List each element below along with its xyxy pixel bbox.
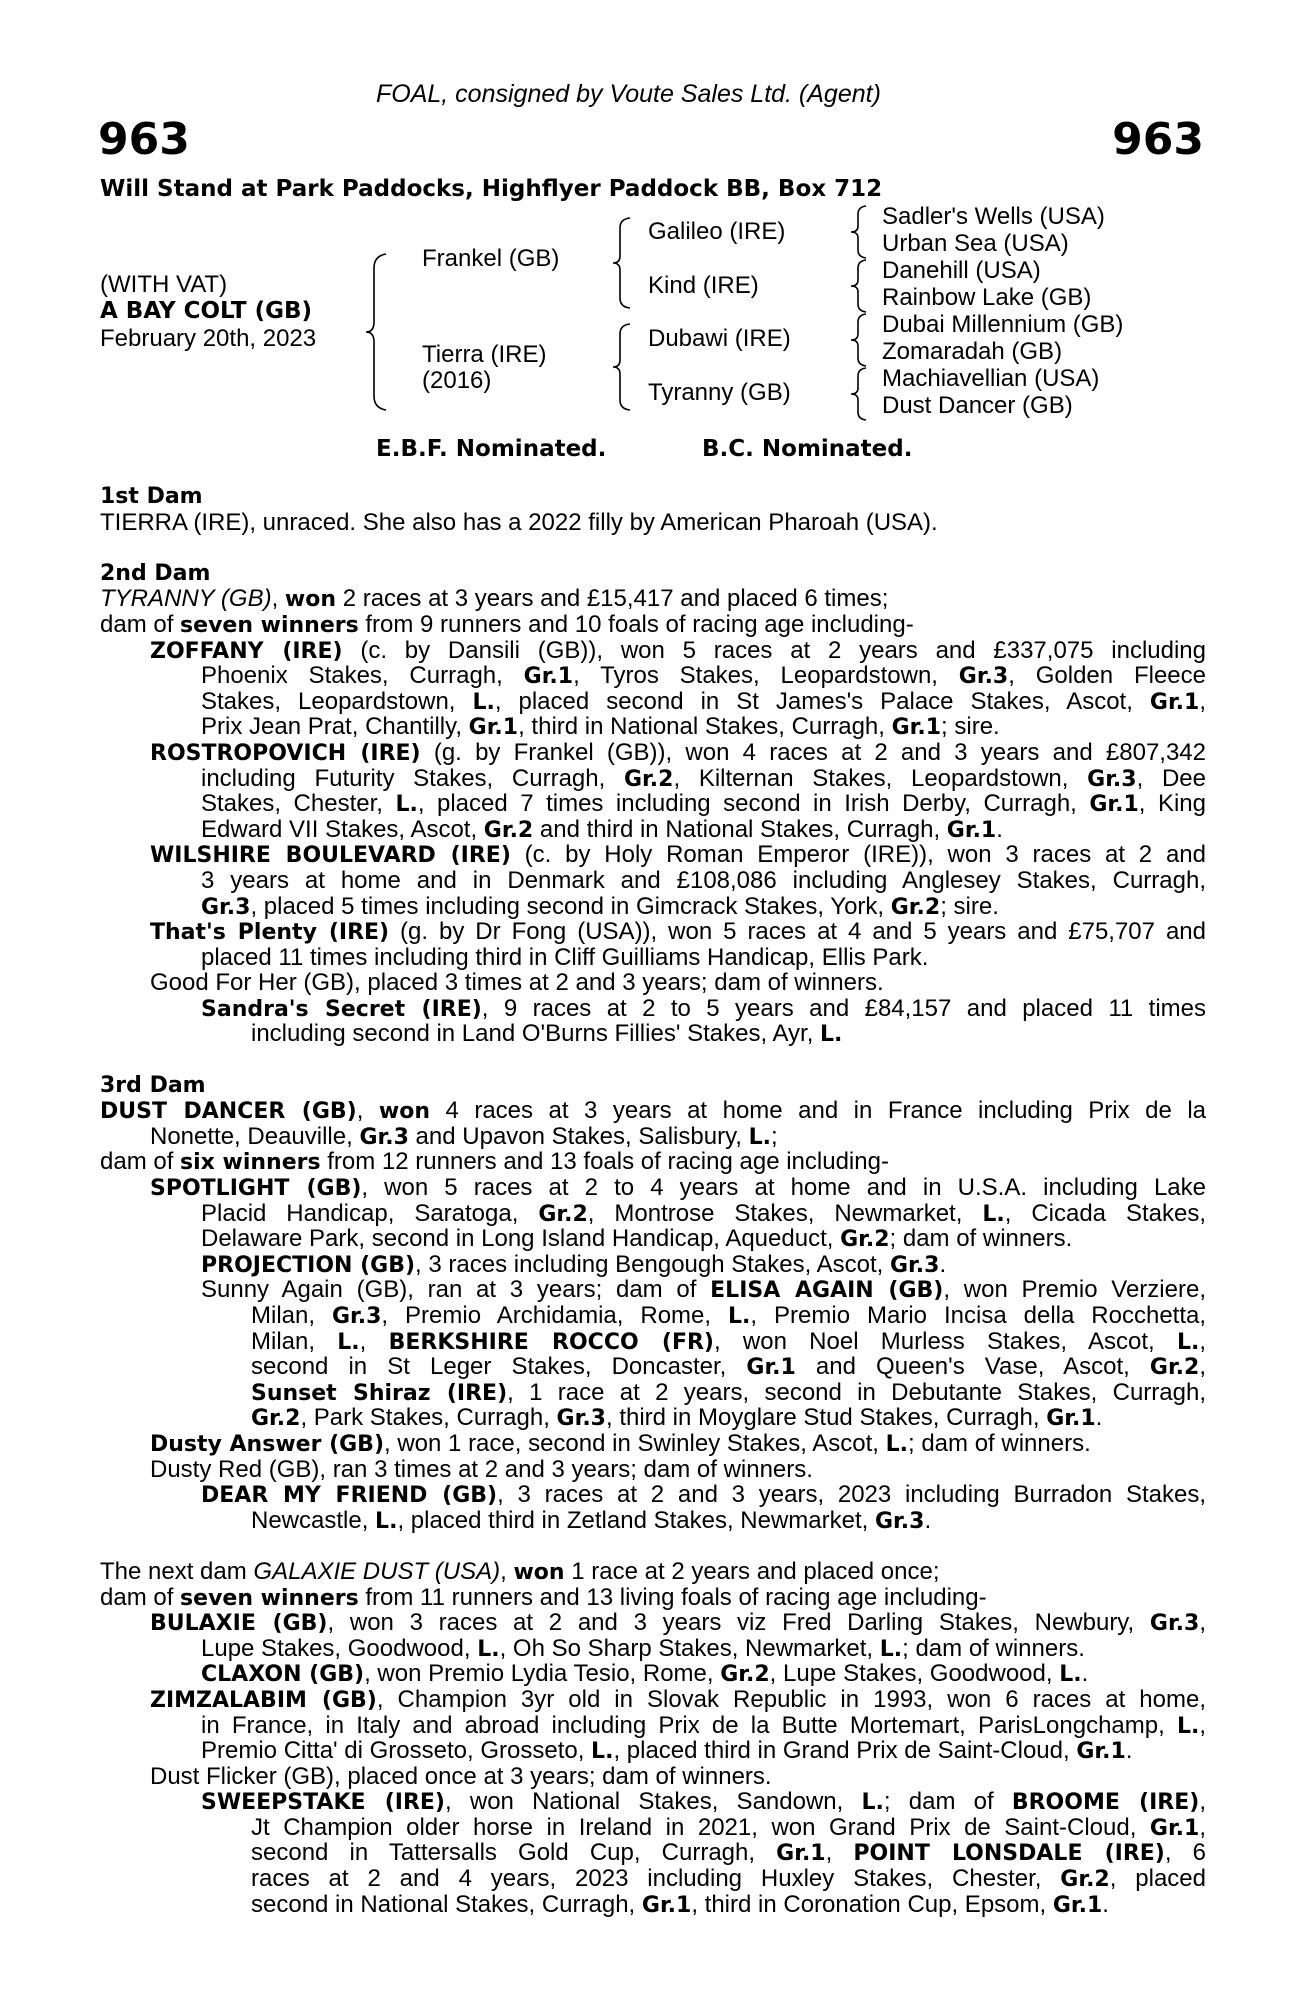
- pedigree-dam: Tierra (IRE): [422, 341, 547, 368]
- good-for-her-line: Good For Her (GB), placed 3 times at 2 and 3 years; dam of winners.: [150, 969, 884, 997]
- second-dam-heading: 2nd Dam: [100, 560, 211, 586]
- dusty-red-line: Dusty Red (GB), ran 3 times at 2 and 3 years; dam of winners.: [150, 1455, 813, 1483]
- sweepstake-line-1: SWEEPSTAKE (IRE), won National Stakes, Sandown, L.; dam of BROOME (IRE),: [201, 1789, 1206, 1815]
- pedigree-ggs-4: Rainbow Lake (GB): [882, 284, 1092, 311]
- pedigree-brace-ggs2: [848, 258, 870, 314]
- pedigree-ggs-7: Machiavellian (USA): [882, 365, 1100, 392]
- horse-dob: February 20th, 2023: [100, 325, 317, 352]
- pedigree-brace-main: [364, 252, 394, 412]
- bulaxie-line-1: BULAXIE (GB), won 3 races at 2 and 3 years viz Fred Darling Stakes, Newbury, Gr.3,: [150, 1610, 1206, 1636]
- sunny-again-line-5: Sunset Shiraz (IRE), 1 race at 2 years, second in Debutante Stakes, Curragh,: [251, 1379, 1206, 1406]
- pedigree-ggs-6: Zomaradah (GB): [882, 338, 1063, 365]
- pedigree-ggs-2: Urban Sea (USA): [882, 230, 1069, 257]
- third-dam-line-1: DUST DANCER (GB), won 4 races at 3 years at home and in France including Prix de la: [100, 1098, 1206, 1124]
- dust-flicker-line: Dust Flicker (GB), placed once at 3 years; dam of winners.: [150, 1762, 772, 1790]
- spotlight-line-3: Delaware Park, second in Long Island Handicap, Aqueduct, Gr.2; dam of winners.: [201, 1225, 1073, 1253]
- catalogue-body: [100, 484, 1206, 1917]
- third-dam-line-3: dam of six winners from 12 runners and 13 foals of racing age including-: [100, 1148, 889, 1176]
- lot-number-right: 963: [1112, 114, 1204, 165]
- third-dam-line-2: Nonette, Deauville, Gr.3 and Upavon Stakes, Salisbury, L.;: [150, 1122, 778, 1150]
- wilshire-line-1: WILSHIRE BOULEVARD (IRE) (c. by Holy Roman Emperor (IRE)), won 3 races at 2 and: [150, 842, 1206, 868]
- zimzalabim-line-1: ZIMZALABIM (GB), Champion 3yr old in Slovak Republic in 1993, won 6 races at home,: [150, 1686, 1206, 1713]
- pedigree-sire: Frankel (GB): [422, 245, 560, 272]
- wilshire-line-2: 3 years at home and in Denmark and £108,086 including Anglesey Stakes, Curragh,: [201, 867, 1206, 894]
- bulaxie-line-2: Lupe Stakes, Goodwood, L., Oh So Sharp Stakes, Newmarket, L.; dam of winners.: [201, 1634, 1085, 1662]
- wilshire-line-3: Gr.3, placed 5 times including second in Gimcrack Stakes, York, Gr.2; sire.: [201, 892, 999, 920]
- pedigree-grandsire-2: Dubawi (IRE): [648, 325, 791, 352]
- rostropovich-line-1: ROSTROPOVICH (IRE) (g. by Frankel (GB)), won 4 races at 2 and 3 years and £807,342: [150, 739, 1206, 766]
- spotlight-line-1: SPOTLIGHT (GB), won 5 races at 2 to 4 years at home and in U.S.A. including Lake: [150, 1175, 1206, 1201]
- pedigree-brace-ggs1: [848, 204, 870, 260]
- zimzalabim-line-2: in France, in Italy and abroad including Prix de la Butte Mortemart, ParisLongchamp, L.,: [201, 1712, 1206, 1739]
- first-dam-heading: 1st Dam: [100, 484, 203, 509]
- zoffany-line-3: Stakes, Leopardstown, L., placed second in St James's Palace Stakes, Ascot, Gr.1,: [201, 688, 1206, 715]
- bc-nomination: B.C. Nominated.: [702, 436, 913, 462]
- pedigree-brace-sire: [610, 216, 636, 310]
- sunny-again-line-2: Milan, Gr.3, Premio Archidamia, Rome, L., Premio Mario Incisa della Rocchetta,: [251, 1303, 1206, 1329]
- thats-plenty-line-2: placed 11 times including third in Cliff Guilliams Handicap, Ellis Park.: [201, 943, 929, 971]
- zoffany-line-1: ZOFFANY (IRE) (c. by Dansili (GB)), won 5 races at 2 years and £337,075 including: [150, 637, 1206, 664]
- second-dam-line-1: TYRANNY (GB), won 2 races at 3 years and £15,417 and placed 6 times;: [100, 585, 889, 613]
- dusty-answer-line: Dusty Answer (GB), won 1 race, second in Swinley Stakes, Ascot, L.; dam of winners.: [150, 1429, 1091, 1457]
- zoffany-line-2: Phoenix Stakes, Curragh, Gr.1, Tyros Stakes, Leopardstown, Gr.3, Golden Fleece: [201, 663, 1206, 689]
- stable-location: Will Stand at Park Paddocks, Highflyer Paddock BB, Box 712: [100, 176, 883, 202]
- pedigree-ggs-5: Dubai Millennium (GB): [882, 311, 1124, 338]
- sweepstake-line-3: second in Tattersalls Gold Cup, Curragh, Gr.1, POINT LONSDALE (IRE), 6: [251, 1840, 1206, 1867]
- pedigree-brace-ggs3: [848, 312, 870, 368]
- sunny-again-line-6: Gr.2, Park Stakes, Curragh, Gr.3, third in Moyglare Stud Stakes, Curragh, Gr.1.: [251, 1404, 1103, 1432]
- thats-plenty-line-1: That's Plenty (IRE) (g. by Dr Fong (USA)), won 5 races at 4 and 5 years and £75,707 and: [150, 919, 1206, 945]
- sweepstake-line-4: races at 2 and 4 years, 2023 including Huxley Stakes, Chester, Gr.2, placed: [251, 1866, 1206, 1892]
- spotlight-line-2: Placid Handicap, Saratoga, Gr.2, Montrose Stakes, Newmarket, L., Cicada Stakes,: [201, 1200, 1206, 1227]
- pedigree-granddam-2: Tyranny (GB): [648, 379, 791, 406]
- pedigree-ggs-3: Danehill (USA): [882, 257, 1041, 284]
- projection-line: PROJECTION (GB), 3 races including Bengough Stakes, Ascot, Gr.3.: [201, 1250, 947, 1278]
- sweepstake-line-2: Jt Champion older horse in Ireland in 2021, won Grand Prix de Saint-Cloud, Gr.1,: [251, 1814, 1206, 1841]
- sunny-again-line-4: second in St Leger Stakes, Doncaster, Gr.1 and Queen's Vase, Ascot, Gr.2,: [251, 1354, 1206, 1380]
- ebf-nomination: E.B.F. Nominated.: [376, 436, 607, 462]
- rostropovich-line-2: including Futurity Stakes, Curragh, Gr.2, Kilternan Stakes, Leopardstown, Gr.3, Dee: [201, 765, 1206, 792]
- pedigree-ggs-8: Dust Dancer (GB): [882, 392, 1073, 419]
- dear-my-friend-line-2: Newcastle, L., placed third in Zetland Stakes, Newmarket, Gr.3.: [251, 1506, 932, 1534]
- claxon-line: CLAXON (GB), won Premio Lydia Tesio, Rome, Gr.2, Lupe Stakes, Goodwood, L..: [201, 1660, 1089, 1688]
- sandras-secret-line-2: including second in Land O'Burns Fillies' Stakes, Ayr, L.: [251, 1020, 843, 1048]
- lot-number-left: 963: [98, 114, 190, 165]
- sweepstake-line-5: second in National Stakes, Curragh, Gr.1, third in Coronation Cup, Epsom, Gr.1.: [251, 1890, 1109, 1918]
- zimzalabim-line-3: Premio Citta' di Grosseto, Grosseto, L., placed third in Grand Prix de Saint-Cloud, Gr.1.: [201, 1737, 1133, 1765]
- rostropovich-line-3: Stakes, Chester, L., placed 7 times including second in Irish Derby, Curragh, Gr.1, King: [201, 791, 1206, 817]
- sunny-again-line-3: Milan, L., BERKSHIRE ROCCO (FR), won Noel Murless Stakes, Ascot, L.,: [251, 1328, 1206, 1355]
- pedigree-granddam-1: Kind (IRE): [648, 272, 759, 299]
- vat-note: (WITH VAT): [100, 271, 228, 298]
- next-dam-line-1: The next dam GALAXIE DUST (USA), won 1 race at 2 years and placed once;: [100, 1557, 940, 1585]
- zoffany-line-4: Prix Jean Prat, Chantilly, Gr.1, third in National Stakes, Curragh, Gr.1; sire.: [201, 713, 1000, 741]
- third-dam-heading: 3rd Dam: [100, 1072, 206, 1098]
- horse-name: A BAY COLT (GB): [100, 298, 313, 324]
- second-dam-line-2: dam of seven winners from 9 runners and 10 foals of racing age including-: [100, 610, 914, 638]
- sandras-secret-line-1: Sandra's Secret (IRE), 9 races at 2 to 5 years and £84,157 and placed 11 times: [201, 995, 1206, 1022]
- pedigree-ggs-1: Sadler's Wells (USA): [882, 203, 1105, 230]
- sunny-again-line-1: Sunny Again (GB), ran at 3 years; dam of ELISA AGAIN (GB), won Premio Verziere,: [201, 1277, 1206, 1303]
- consignor-line: FOAL, consigned by Voute Sales Ltd. (Agent): [376, 80, 881, 108]
- pedigree-brace-ggs4: [848, 366, 870, 422]
- first-dam-text: TIERRA (IRE), unraced. She also has a 2022 filly by American Pharoah (USA).: [100, 508, 938, 536]
- pedigree-dam-year: (2016): [422, 367, 492, 394]
- rostropovich-line-4: Edward VII Stakes, Ascot, Gr.2 and third in National Stakes, Curragh, Gr.1.: [201, 815, 1003, 843]
- pedigree-grandsire-1: Galileo (IRE): [648, 218, 786, 245]
- next-dam-line-2: dam of seven winners from 11 runners and 13 living foals of racing age including-: [100, 1583, 987, 1611]
- dear-my-friend-line-1: DEAR MY FRIEND (GB), 3 races at 2 and 3 years, 2023 including Burradon Stakes,: [201, 1482, 1206, 1508]
- pedigree-brace-dam: [610, 322, 636, 412]
